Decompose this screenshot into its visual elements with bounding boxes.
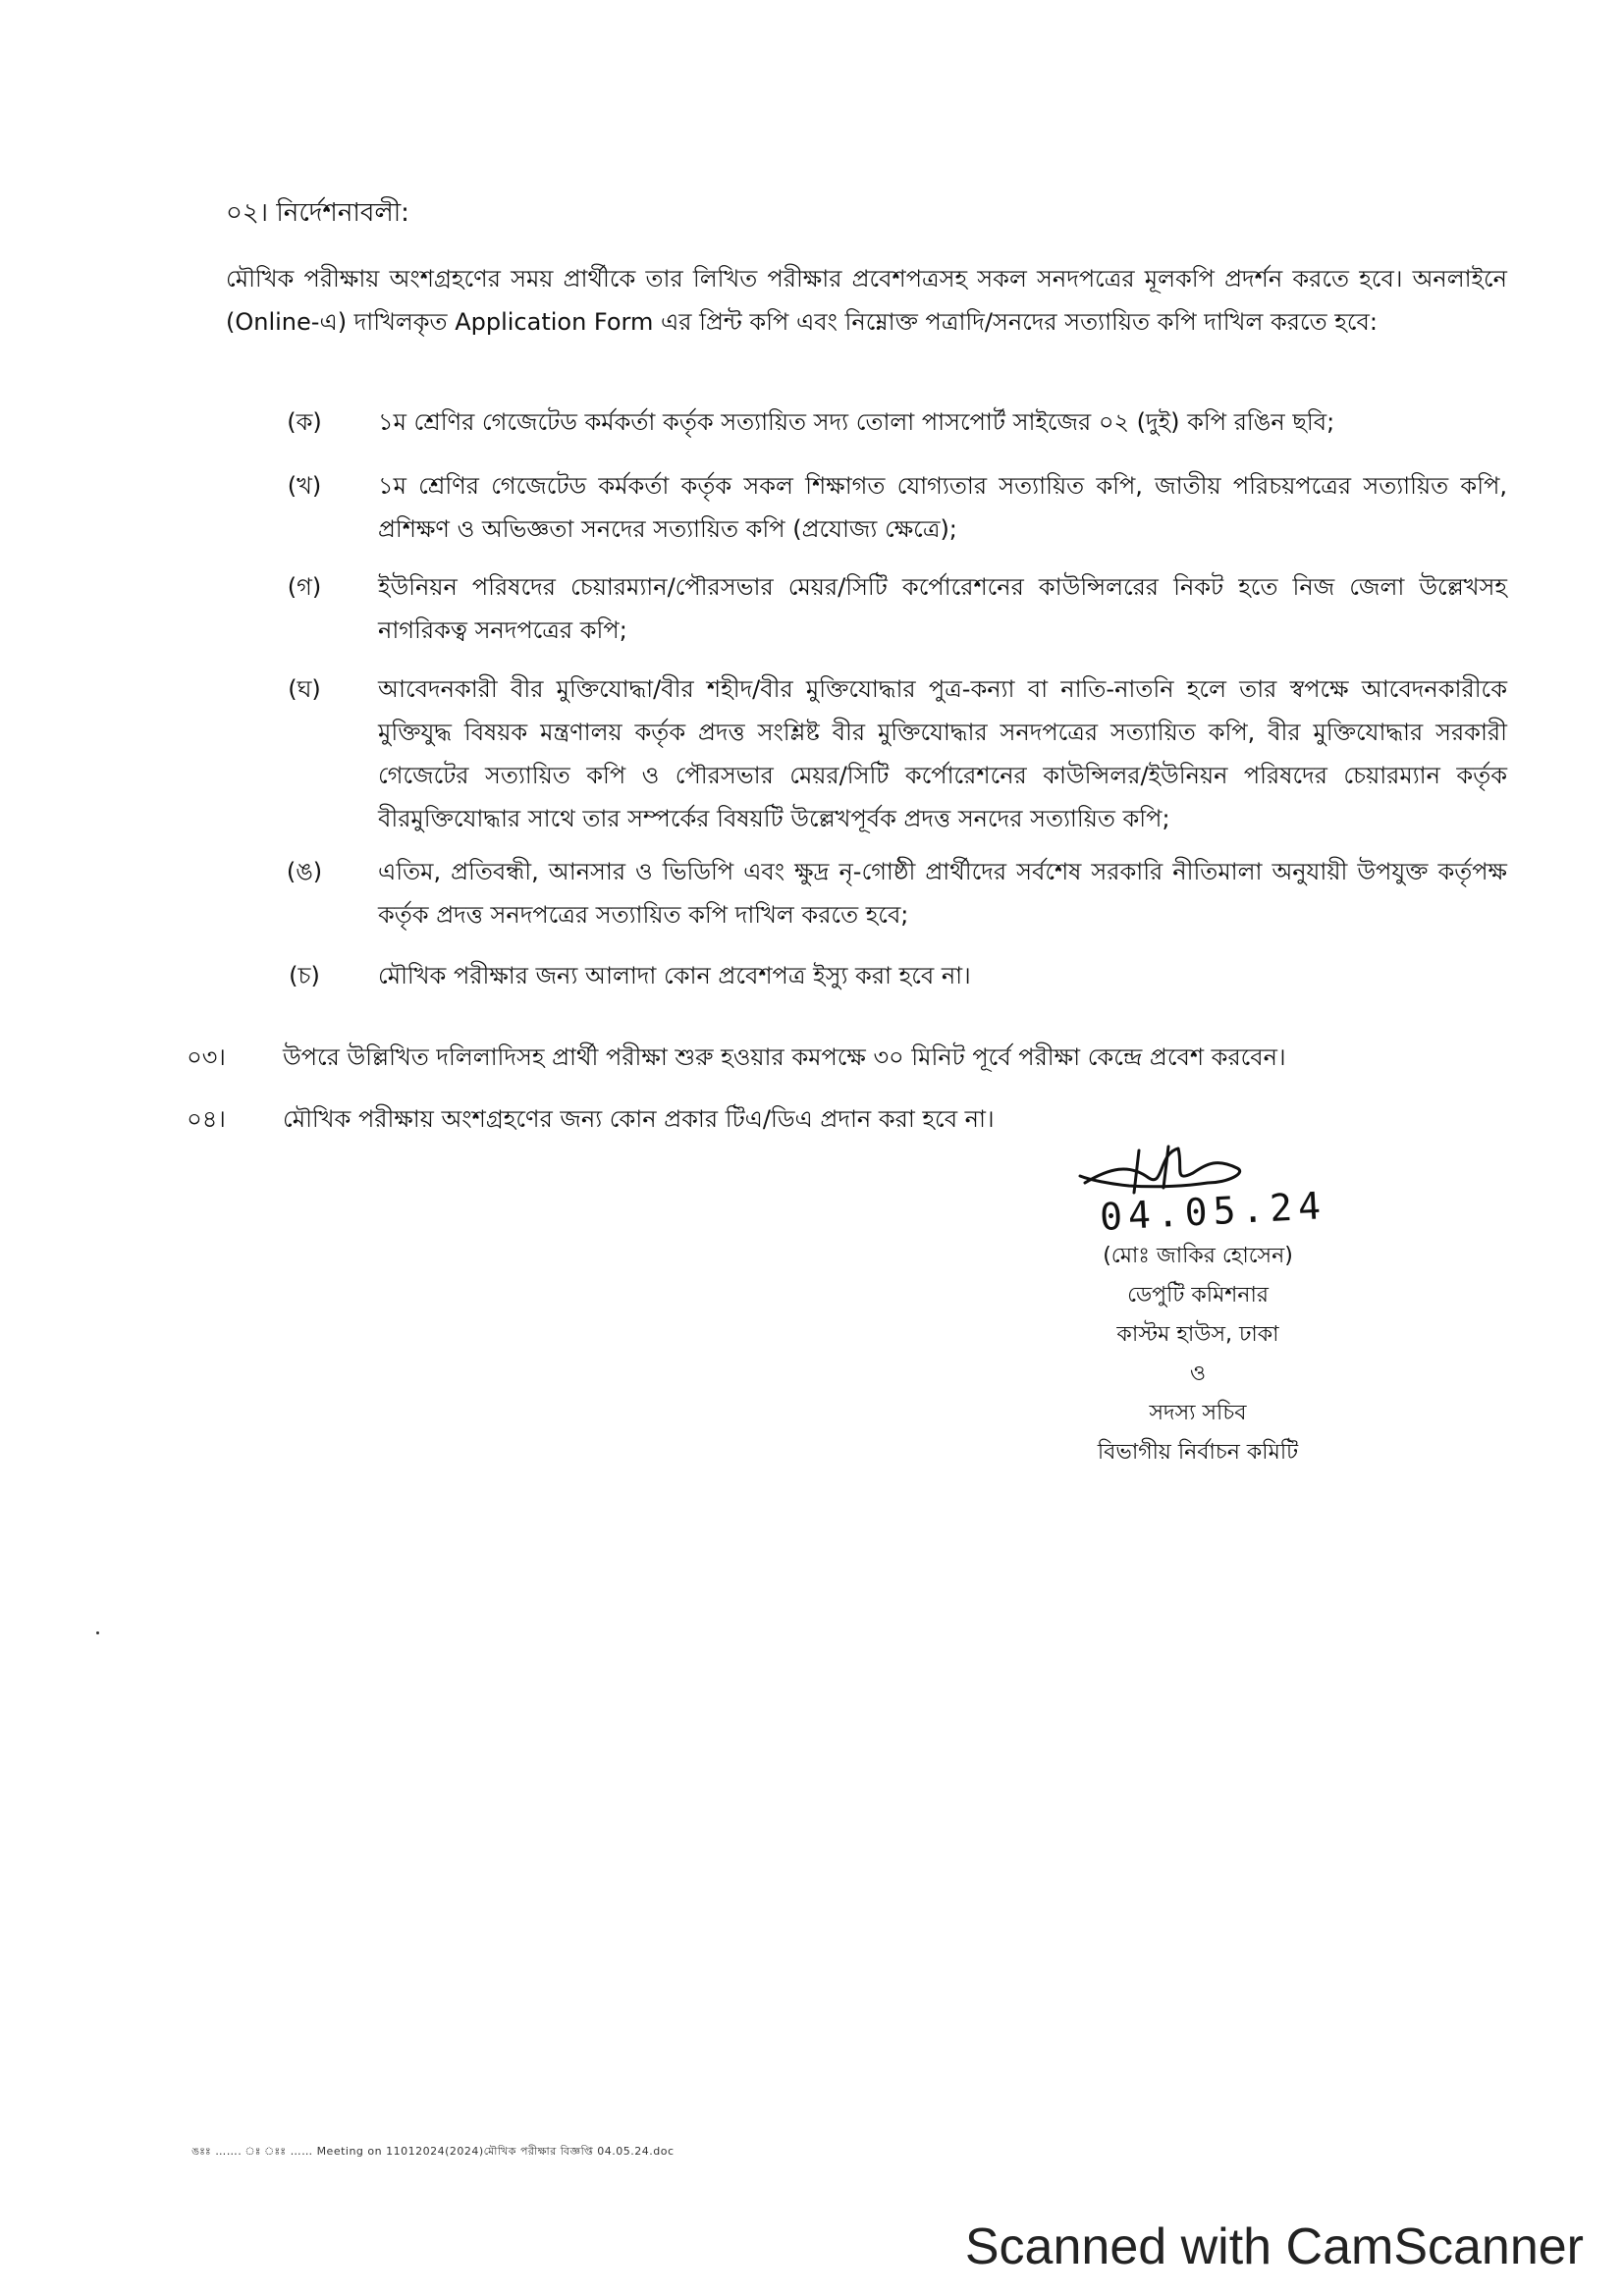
item-text: ইউনিয়ন পরিষদের চেয়ারম্যান/পৌরসভার মেয়র/সিটি কর্পোরেশনের কাউন্সিলরের নিকট হতে নিজ জেলা উল্লেখসহ নাগরিকত্ব সনদপত্রের কপি; xyxy=(378,573,1507,644)
signatory-designation: ডেপুটি কমিশনার xyxy=(1127,1283,1269,1308)
signature-block xyxy=(1051,1237,1345,1472)
signatory-office: কাস্টম হাউস, ঢাকা xyxy=(1116,1322,1279,1347)
item-text: এতিম, প্রতিবন্ধী, আনসার ও ভিডিপি এবং ক্ষুদ্র নৃ-গোষ্ঠী প্রার্থীদের সর্বশেষ সরকারি নীতিমালা অনুযায়ী উপযুক্ত কর্তৃপক্ষ কর্তৃক প্রদত্ত সনদপত্রের সত্যায়িত কপি দাখিল করতে হবে; xyxy=(378,858,1507,929)
item-marker: (খ) xyxy=(287,472,322,500)
section-number: ০৪। xyxy=(187,1105,226,1133)
signatory-conjunction: ও xyxy=(1189,1362,1207,1386)
stray-mark xyxy=(96,1631,99,1634)
item-marker: (চ) xyxy=(289,962,320,989)
item-text: আবেদনকারী বীর মুক্তিযোদ্ধা/বীর শহীদ/বীর মুক্তিযোদ্ধার পুত্র-কন্যা বা নাতি-নাতনি হলে তার স্বপক্ষে আবেদনকারীকে মুক্তিযুদ্ধ বিষয়ক মন্ত্রণালয় কর্তৃক প্রদত্ত সংশ্লিষ্ট বীর মুক্তিযোদ্ধার সনদপত্রের সত্যায়িত কপি, বীর মুক্তিযোদ্ধার সরকারী গেজেটের সত্যায়িত কপি ও পৌরসভার মেয়র/সিটি কর্পোরেশনের কাউন্সিলর/ইউনিয়ন পরিষদের চেয়ারম্যান কর্তৃক বীরমুক্তিযোদ্ধার সাথে তার সম্পর্কের বিষয়টি উল্লেখপূর্বক প্রদত্ত সনদের সত্যায়িত কপি; xyxy=(378,675,1507,832)
item-marker: (ঘ) xyxy=(288,675,321,703)
section-heading: ০২। নির্দেশনাবলী: xyxy=(226,198,409,228)
section-text: মৌখিক পরীক্ষায় অংশগ্রহণের জন্য কোন প্রকার টিএ/ডিএ প্রদান করা হবে না। xyxy=(283,1105,995,1133)
item-text: মৌখিক পরীক্ষার জন্য আলাদা কোন প্রবেশপত্র ইস্যু করা হবে না। xyxy=(378,962,971,989)
signatory-committee: বিভাগীয় নির্বাচন কমিটি xyxy=(1097,1440,1299,1465)
footer-file-path: ঙঃঃ ……. ঃ ঃঃ …… Meeting on 11012024(2024)মৌখিক পরীক্ষার বিজ্ঞপ্তি 04.05.24.doc xyxy=(191,2145,675,2158)
signatory-name: (মোঃ জাকির হোসেন) xyxy=(1103,1244,1293,1268)
item-marker: (ঙ) xyxy=(286,858,323,885)
item-marker: (গ) xyxy=(287,573,322,601)
camscanner-watermark: Scanned with CamScanner xyxy=(964,2218,1584,2275)
signatory-role: সদস্য সচিব xyxy=(1149,1401,1247,1425)
item-text: ১ম শ্রেণির গেজেটেড কর্মকর্তা কর্তৃক সকল শিক্ষাগত যোগ্যতার সত্যায়িত কপি, জাতীয় পরিচয়পত্রের সত্যায়িত কপি, প্রশিক্ষণ ও অভিজ্ঞতা সনদের সত্যায়িত কপি (প্রযোজ্য ক্ষেত্রে); xyxy=(378,472,1507,543)
section-number: ০৩। xyxy=(187,1043,226,1071)
section-text: উপরে উল্লিখিত দলিলাদিসহ প্রার্থী পরীক্ষা শুরু হওয়ার কমপক্ষে ৩০ মিনিট পূর্বে পরীক্ষা কেন্দ্রে প্রবেশ করবেন। xyxy=(283,1043,1286,1071)
item-marker: (ক) xyxy=(287,408,322,436)
intro-paragraph: মৌখিক পরীক্ষায় অংশগ্রহণের সময় প্রার্থীকে তার লিখিত পরীক্ষার প্রবেশপত্রসহ সকল সনদপত্রের মূলকপি প্রদর্শন করতে হবে। অনলাইনে (Online-এ) দাখিলকৃত Application Form এর প্রিন্ট কপি এবং নিম্নোক্ত পত্রাদি/সনদের সত্যায়িত কপি দাখিল করতে হবে: xyxy=(226,265,1507,336)
signature-date: 04.05.24 xyxy=(1099,1183,1328,1240)
item-text: ১ম শ্রেণির গেজেটেড কর্মকর্তা কর্তৃক সত্যায়িত সদ্য তোলা পাসপোর্ট সাইজের ০২ (দুই) কপি রঙিন ছবি; xyxy=(378,408,1335,436)
